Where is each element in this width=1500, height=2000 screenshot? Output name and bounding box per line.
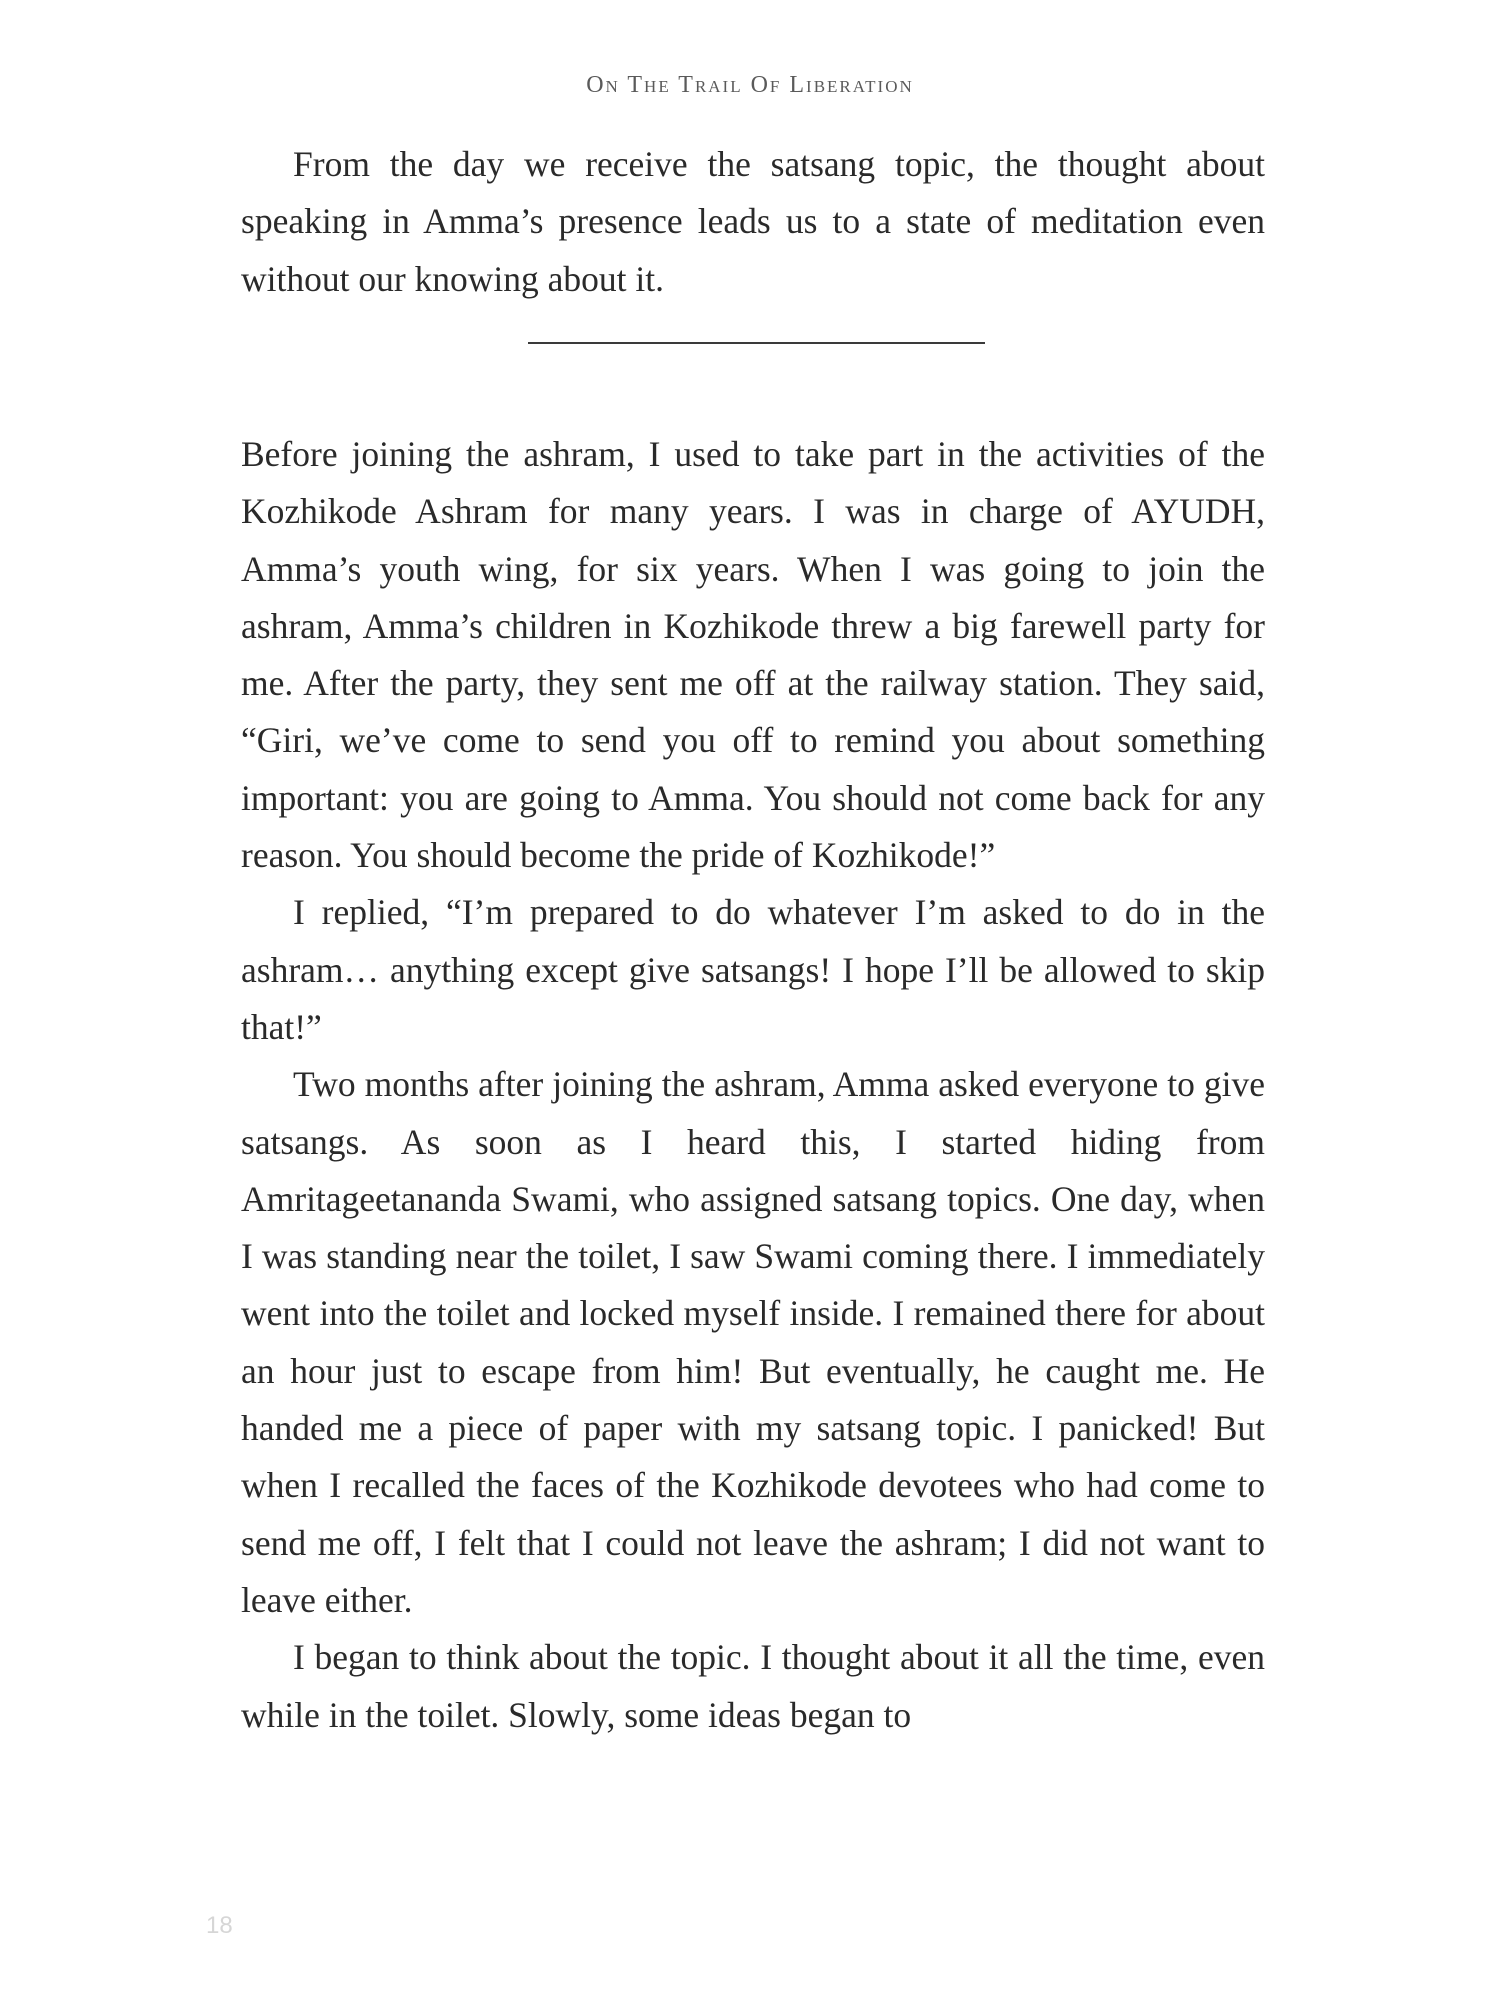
- page-number: 18: [206, 1912, 233, 1939]
- paragraph-4: I began to think about the topic. I thought about it all the time, even while in the toilet. Slowly, some ideas began to: [241, 1637, 1265, 1735]
- paragraph-3: Two months after joining the ashram, Amma asked everyone to give satsangs. As soon as I heard this, I started hiding from Amritageetananda Swami, who assigned satsang topics. One day, when I was standing near the toilet, I saw Swami coming there. I immediately went into the toilet and locked myself inside. I remained there for about an hour just to escape from him! But eventually, he caught me. He handed me a piece of paper with my satsang topic. I panicked! But when I recalled the faces of the Kozhikode devotees who had come to send me off, I felt that I could not leave the ashram; I did not want to leave either.: [241, 1064, 1265, 1620]
- running-head: On The Trail Of Liberation: [586, 72, 914, 98]
- opening-text: [241, 136, 1265, 308]
- paragraph-2: I replied, “I’m prepared to do whatever I’m asked to do in the ashram… anything except give satsangs! I hope I’ll be allowed to skip that!”: [241, 892, 1265, 1047]
- section-divider: [528, 342, 985, 344]
- opening-paragraph: From the day we receive the satsang topic, the thought about speaking in Amma’s presence leads us to a state of meditation even without our knowing about it.: [241, 144, 1265, 299]
- paragraph-1: Before joining the ashram, I used to take part in the activities of the Kozhikode Ashram for many years. I was in charge of AYUDH, Amma’s youth wing, for six years. When I was going to join the ashram, Amma’s children in Kozhikode threw a big farewell party for me. After the party, they sent me off at the railway station. They said, “Giri, we’ve come to send you off to remind you about something important: you are going to Amma. You should not come back for any reason. You should become the pride of Kozhikode!”: [241, 434, 1265, 876]
- main-text: [241, 426, 1265, 1744]
